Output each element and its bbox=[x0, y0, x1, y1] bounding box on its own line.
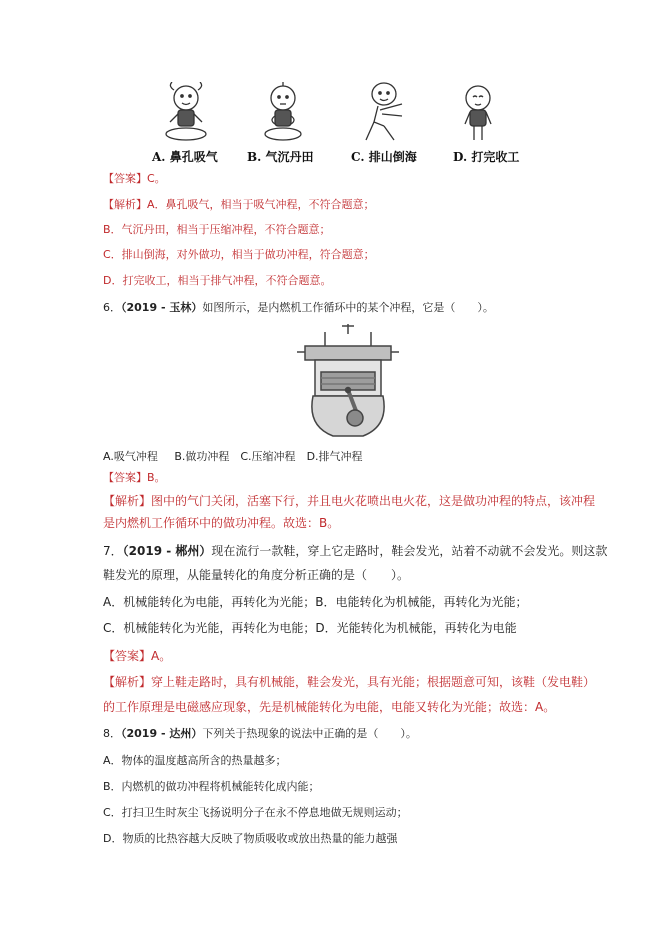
q7-options-line1: A．机械能转化为电能，再转化为光能；B．电能转化为机械能，再转化为光能； bbox=[103, 595, 528, 609]
q8-option-c: C．打扫卫生时灰尘飞扬说明分子在永不停息地做无规则运动； bbox=[103, 806, 408, 819]
figure-caption-b: B. 气沉丹田 bbox=[247, 150, 314, 164]
q7-answer: 【答案】A。 bbox=[103, 649, 172, 663]
engine-icon bbox=[295, 322, 401, 444]
q6-analysis-line2: 是内燃机工作循环中的做功冲程。故选：B。 bbox=[103, 516, 340, 530]
figure-a-icon bbox=[166, 82, 206, 140]
figure-caption-c: C. 排山倒海 bbox=[351, 150, 417, 164]
q7-analysis-line1: 【解析】穿上鞋走路时，具有机械能，鞋会发光，具有光能；根据题意可知，该鞋（发电鞋） bbox=[103, 675, 596, 689]
q5-analysis-a: 【解析】A．鼻孔吸气，相当于吸气冲程，不符合题意； bbox=[103, 198, 375, 211]
q5-analysis-b: B．气沉丹田，相当于压缩冲程，不符合题意； bbox=[103, 223, 331, 236]
q6-options: A.吸气冲程 B.做功冲程 C.压缩冲程 D.排气冲程 bbox=[103, 450, 363, 463]
q8-option-d: D．物质的比热容越大反映了物质吸收或放出热量的能力越强 bbox=[103, 832, 398, 845]
q6-stem: 6．（2019 - 玉林）如图所示，是内燃机工作循环中的某个冲程，它是（ ）。 bbox=[103, 301, 494, 314]
q6-answer: 【答案】B。 bbox=[103, 471, 166, 484]
figure-caption-a: A. 鼻孔吸气 bbox=[152, 150, 218, 164]
engine-diagram bbox=[295, 322, 401, 444]
q7-stem-line2: 鞋发光的原理，从能量转化的角度分析正确的是（ ）。 bbox=[103, 568, 410, 582]
figure-c-icon bbox=[366, 83, 402, 140]
figure-d-icon bbox=[465, 86, 491, 140]
q7-analysis-line2: 的工作原理是电磁感应现象，先是机械能转化为电能，电能又转化为光能；故选：A。 bbox=[103, 700, 556, 714]
qigong-illustration bbox=[148, 82, 538, 144]
q8-stem: 8．（2019 - 达州）下列关于热现象的说法中正确的是（ ）。 bbox=[103, 727, 417, 740]
figure-caption-d: D. 打完收工 bbox=[453, 150, 520, 164]
q5-analysis-d: D．打完收工，相当于排气冲程，不符合题意。 bbox=[103, 274, 332, 287]
q6-analysis-line1: 【解析】图中的气门关闭，活塞下行，并且电火花喷出电火花，这是做功冲程的特点，该冲程 bbox=[103, 494, 596, 508]
q5-analysis-c: C．排山倒海，对外做功，相当于做功冲程，符合题意； bbox=[103, 248, 375, 261]
q7-stem-line1: 7．（2019 - 郴州）现在流行一款鞋，穿上它走路时，鞋会发光，站着不动就不会发光。则这款 bbox=[103, 544, 608, 558]
q7-options-line2: C．机械能转化为光能，再转化为电能；D．光能转化为机械能，再转化为电能 bbox=[103, 621, 517, 635]
figure-b-icon bbox=[265, 82, 301, 140]
q8-option-b: B．内燃机的做功冲程将机械能转化成内能； bbox=[103, 780, 320, 793]
q8-option-a: A．物体的温度越高所含的热量越多； bbox=[103, 754, 287, 767]
q5-answer: 【答案】C。 bbox=[103, 172, 166, 185]
